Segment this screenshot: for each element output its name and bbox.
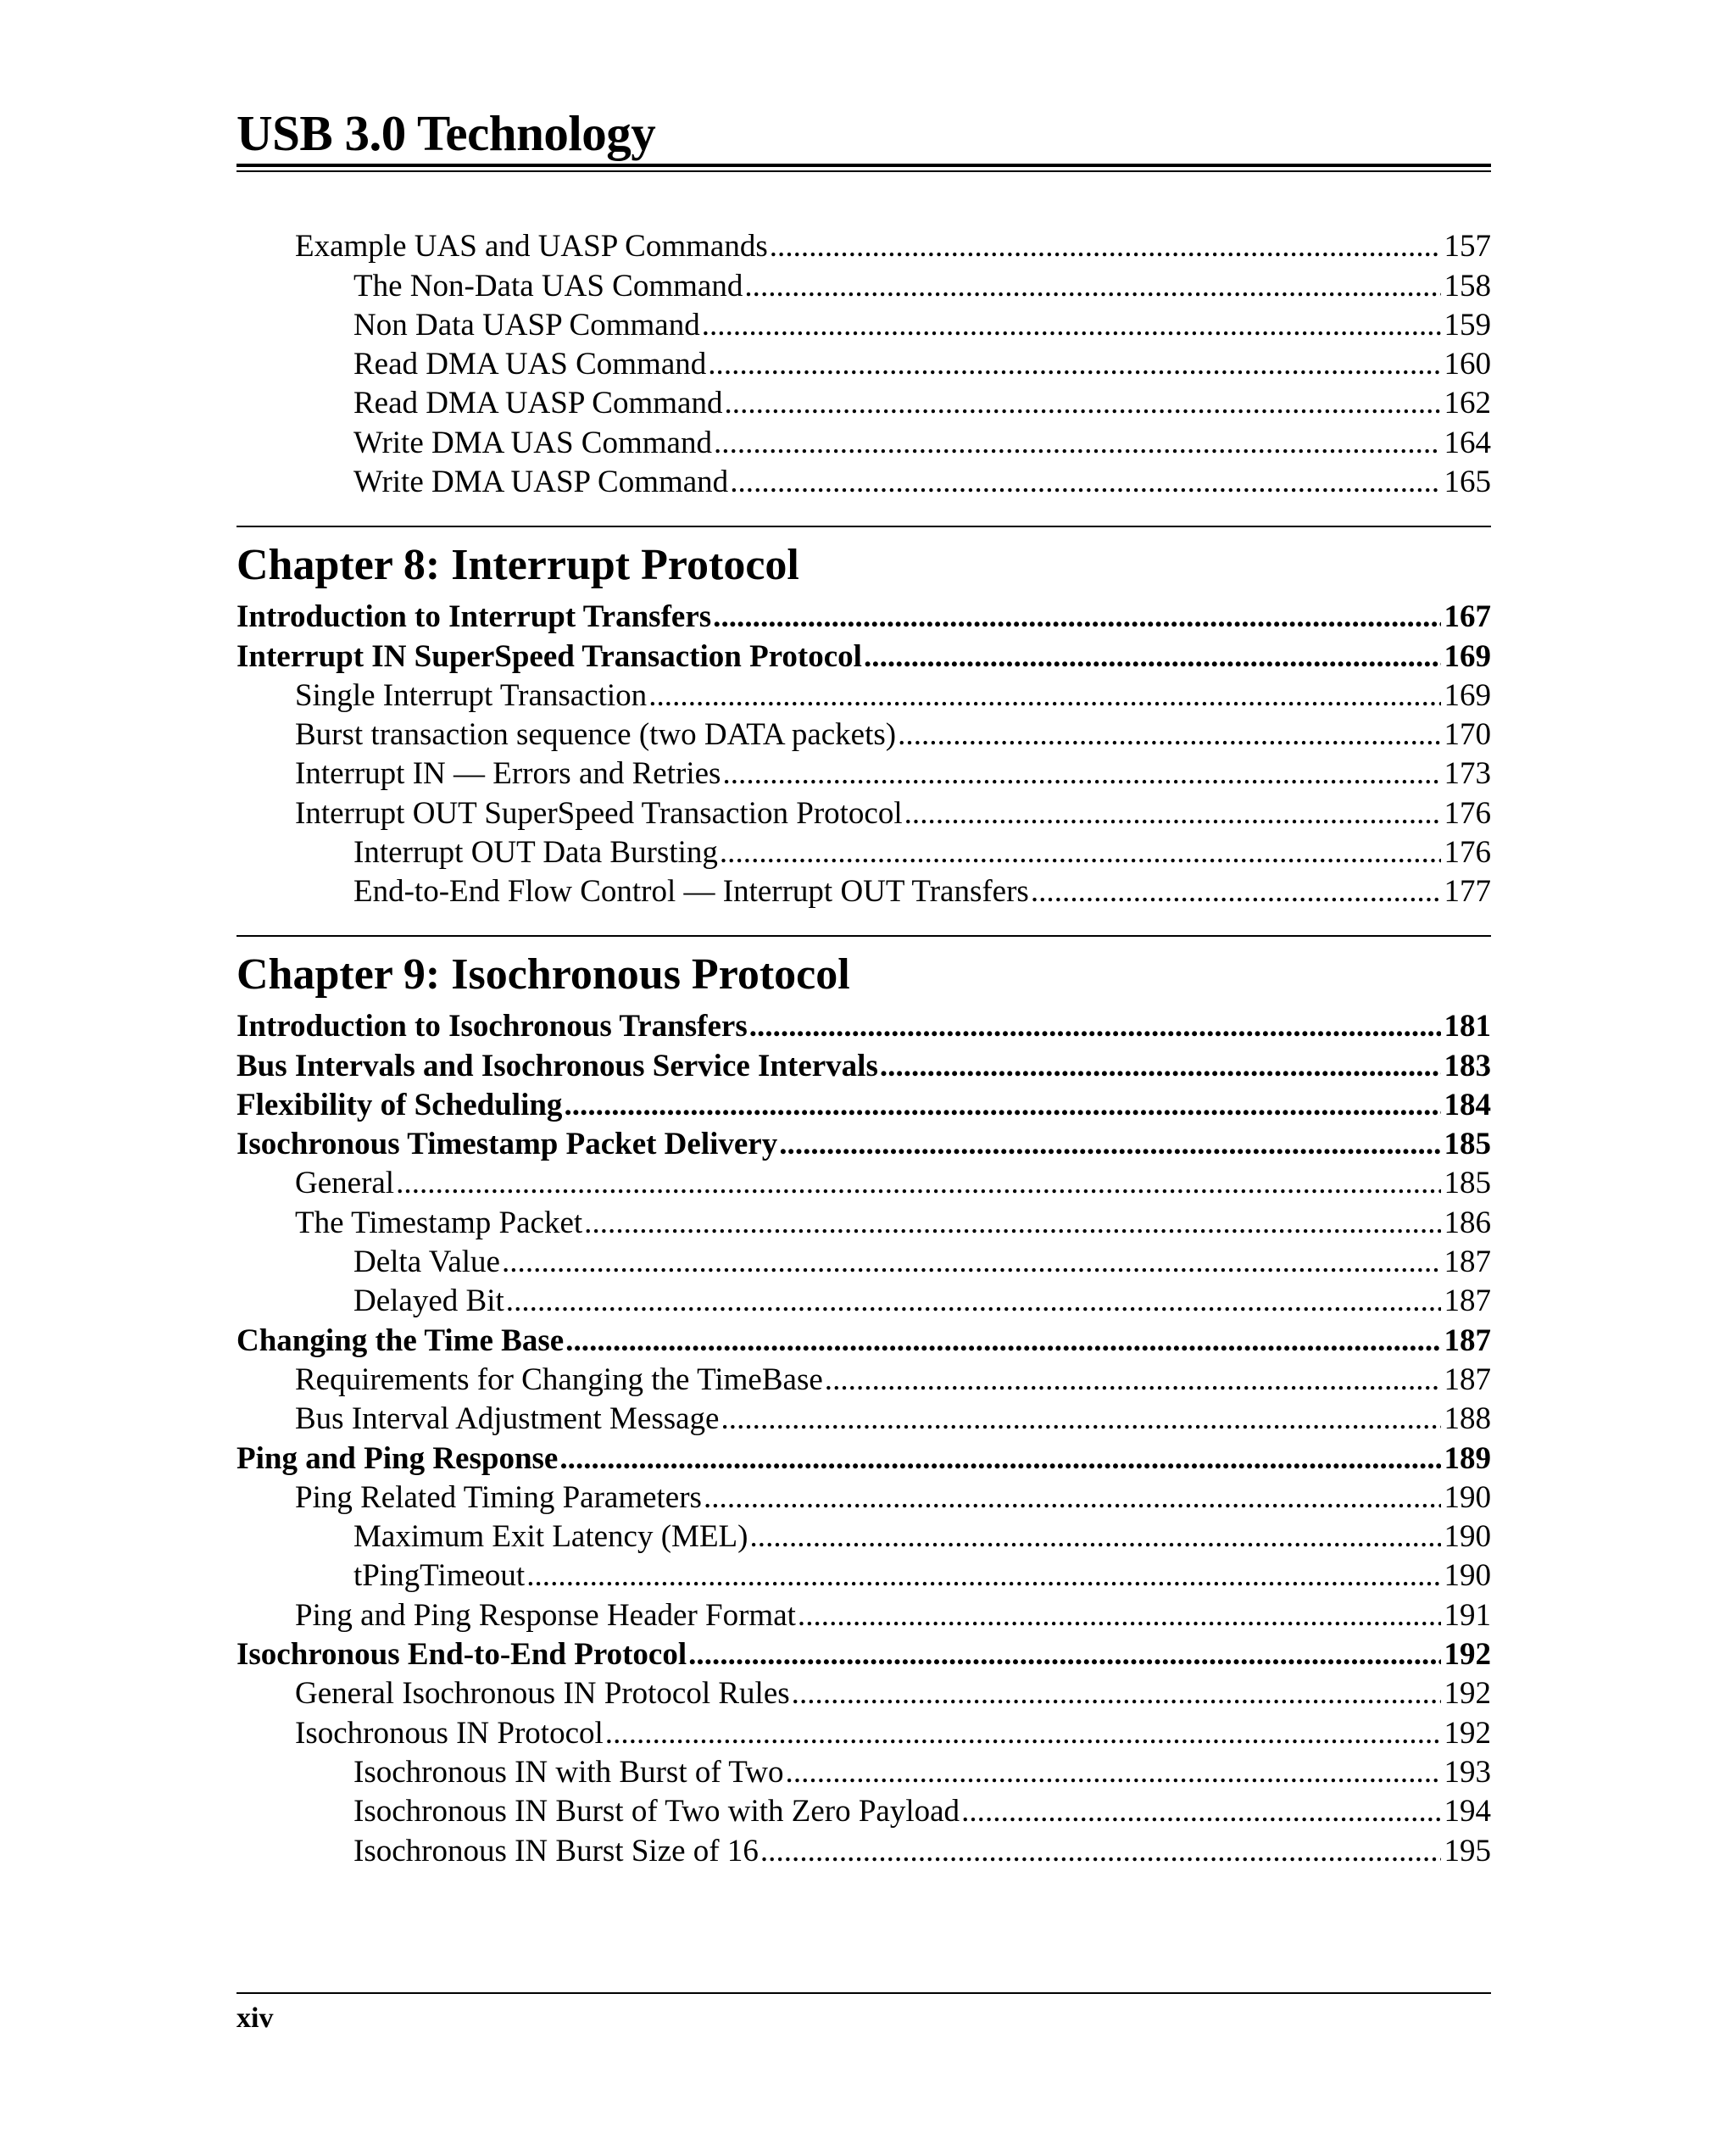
dot-leader bbox=[825, 1361, 1441, 1400]
chapter-8-rule bbox=[236, 526, 1491, 527]
dot-leader bbox=[792, 1674, 1441, 1713]
toc-entry-title: Isochronous IN Burst Size of 16 bbox=[353, 1833, 759, 1868]
toc-entry-title: Read DMA UAS Command bbox=[353, 347, 707, 382]
dot-leader bbox=[708, 345, 1440, 384]
toc-entry-page: 177 bbox=[1444, 874, 1491, 910]
toc-entry-title: Ping and Ping Response Header Format bbox=[295, 1597, 796, 1633]
toc-entry-page: 164 bbox=[1444, 425, 1491, 460]
toc-entry[interactable] bbox=[236, 794, 1491, 833]
toc-entry-title: tPingTimeout bbox=[353, 1558, 526, 1594]
dot-leader bbox=[786, 1753, 1441, 1792]
toc-entry-title: Read DMA UASP Command bbox=[353, 386, 723, 421]
dot-leader bbox=[898, 716, 1440, 755]
toc-entry-page: 165 bbox=[1444, 465, 1491, 500]
dot-leader bbox=[648, 677, 1440, 716]
toc-entry[interactable] bbox=[236, 1125, 1491, 1164]
toc-entry-page: 185 bbox=[1444, 1166, 1491, 1201]
toc-entry[interactable] bbox=[236, 1203, 1491, 1242]
dot-leader bbox=[864, 638, 1441, 677]
toc-entry-page: 157 bbox=[1444, 229, 1491, 265]
dot-leader bbox=[724, 384, 1440, 423]
toc-entry-title: Isochronous IN Burst of Two with Zero Payload bbox=[353, 1794, 960, 1829]
toc-entry[interactable] bbox=[236, 1753, 1491, 1792]
toc-entry-page: 191 bbox=[1444, 1597, 1491, 1633]
toc-entry[interactable] bbox=[236, 1361, 1491, 1400]
toc-entry[interactable] bbox=[236, 1556, 1491, 1595]
toc-entry-page: 192 bbox=[1444, 1715, 1491, 1751]
dot-leader bbox=[396, 1164, 1440, 1203]
dot-leader bbox=[713, 598, 1440, 637]
toc-entry-title: General Isochronous IN Protocol Rules bbox=[295, 1676, 790, 1712]
toc-entry-page: 189 bbox=[1444, 1440, 1491, 1476]
toc-entry-title: Burst transaction sequence (two DATA packets) bbox=[295, 717, 897, 753]
toc-entry-page: 160 bbox=[1444, 347, 1491, 382]
dot-leader bbox=[721, 1400, 1440, 1439]
running-header bbox=[236, 105, 1491, 161]
toc-entry-page: 185 bbox=[1444, 1127, 1491, 1162]
toc-entry-page: 183 bbox=[1444, 1048, 1491, 1083]
toc-entry[interactable] bbox=[236, 227, 1491, 266]
header-rule-thin bbox=[236, 170, 1491, 172]
dot-leader bbox=[760, 1832, 1441, 1871]
toc-entry-title: Requirements for Changing the TimeBase bbox=[295, 1362, 823, 1397]
toc-entry-page: 187 bbox=[1444, 1284, 1491, 1319]
toc-entry[interactable] bbox=[236, 345, 1491, 384]
toc-entry-title: Interrupt IN — Errors and Retries bbox=[295, 756, 721, 792]
toc-entry-page: 170 bbox=[1444, 717, 1491, 753]
toc-entry[interactable] bbox=[236, 1164, 1491, 1203]
toc-entry[interactable] bbox=[236, 384, 1491, 423]
toc-entry[interactable] bbox=[236, 266, 1491, 305]
dot-leader bbox=[770, 227, 1441, 266]
dot-leader bbox=[798, 1596, 1441, 1635]
dot-leader bbox=[779, 1125, 1440, 1164]
toc-entry-page: 169 bbox=[1444, 677, 1491, 713]
toc-entry-page: 190 bbox=[1444, 1558, 1491, 1594]
toc-entry[interactable] bbox=[236, 1479, 1491, 1518]
toc-entry[interactable] bbox=[236, 1086, 1491, 1125]
toc-entry-title: Non Data UASP Command bbox=[353, 307, 700, 342]
toc-entry-page: 176 bbox=[1444, 835, 1491, 871]
toc-entry[interactable] bbox=[236, 1007, 1491, 1046]
toc-entry-title: Isochronous Timestamp Packet Delivery bbox=[236, 1127, 778, 1162]
toc-entry[interactable] bbox=[236, 1674, 1491, 1713]
chapter-9-rule bbox=[236, 935, 1491, 937]
toc-entry[interactable] bbox=[236, 1321, 1491, 1360]
toc-entry-page: 190 bbox=[1444, 1519, 1491, 1555]
toc-entry-page: 181 bbox=[1444, 1009, 1491, 1044]
toc-entry-page: 195 bbox=[1444, 1833, 1491, 1868]
dot-leader bbox=[702, 306, 1441, 345]
toc-entry-title: Interrupt OUT SuperSpeed Transaction Protocol bbox=[295, 795, 903, 831]
toc-entry-title: Interrupt OUT Data Bursting bbox=[353, 835, 718, 871]
toc-entry[interactable] bbox=[236, 1713, 1491, 1752]
toc-entry-title: Introduction to Interrupt Transfers bbox=[236, 599, 712, 635]
toc-entry-page: 190 bbox=[1444, 1479, 1491, 1515]
toc-entry-title: Maximum Exit Latency (MEL) bbox=[353, 1519, 748, 1555]
toc-entry[interactable] bbox=[236, 463, 1491, 502]
toc-entry-page: 169 bbox=[1444, 638, 1491, 674]
toc-entry-page: 186 bbox=[1444, 1205, 1491, 1240]
dot-leader bbox=[880, 1047, 1441, 1086]
toc-entry-title: Bus Interval Adjustment Message bbox=[295, 1401, 720, 1437]
dot-leader bbox=[564, 1086, 1440, 1125]
book-title: USB 3.0 Technology bbox=[236, 105, 656, 161]
toc-chapter-9-section bbox=[236, 1007, 1491, 1871]
toc-entry-title: Delta Value bbox=[353, 1245, 500, 1280]
toc-entry-page: 159 bbox=[1444, 307, 1491, 342]
toc-entry[interactable] bbox=[236, 1400, 1491, 1439]
toc-entry-page: 184 bbox=[1444, 1087, 1491, 1122]
toc-entry[interactable] bbox=[236, 598, 1491, 637]
toc-entry[interactable] bbox=[236, 1831, 1491, 1870]
dot-leader bbox=[1031, 872, 1441, 911]
toc-entry[interactable] bbox=[236, 677, 1491, 716]
dot-leader bbox=[961, 1792, 1440, 1831]
toc-continued-section bbox=[236, 227, 1491, 502]
toc-entry-title: Isochronous End-to-End Protocol bbox=[236, 1637, 687, 1673]
toc-entry-page: 176 bbox=[1444, 795, 1491, 831]
dot-leader bbox=[744, 267, 1440, 306]
toc-entry-page: 192 bbox=[1444, 1637, 1491, 1673]
toc-entry-page: 187 bbox=[1444, 1362, 1491, 1397]
dot-leader bbox=[904, 794, 1441, 833]
toc-entry[interactable] bbox=[236, 1282, 1491, 1321]
dot-leader bbox=[526, 1556, 1440, 1595]
toc-entry[interactable] bbox=[236, 306, 1491, 345]
toc-entry[interactable] bbox=[236, 833, 1491, 872]
chapter-8-title: Chapter 8: Interrupt Protocol bbox=[236, 541, 799, 589]
toc-entry-page: 187 bbox=[1444, 1323, 1491, 1358]
toc-entry-title: Write DMA UAS Command bbox=[353, 425, 712, 460]
toc-entry[interactable] bbox=[236, 1046, 1491, 1085]
toc-entry-page: 167 bbox=[1444, 599, 1491, 635]
dot-leader bbox=[506, 1282, 1441, 1321]
toc-entry-page: 188 bbox=[1444, 1401, 1491, 1437]
toc-entry-title: Isochronous IN with Burst of Two bbox=[353, 1754, 784, 1790]
chapter-9-title: Chapter 9: Isochronous Protocol bbox=[236, 950, 850, 999]
toc-entry-page: 162 bbox=[1444, 386, 1491, 421]
toc-entry-title: Single Interrupt Transaction bbox=[295, 677, 648, 713]
toc-entry-title: Write DMA UASP Command bbox=[353, 465, 729, 500]
toc-entry[interactable] bbox=[236, 755, 1491, 794]
toc-entry[interactable] bbox=[236, 1792, 1491, 1831]
toc-entry-title: Isochronous IN Protocol bbox=[295, 1715, 604, 1751]
toc-entry[interactable] bbox=[236, 1439, 1491, 1478]
toc-entry-page: 192 bbox=[1444, 1676, 1491, 1712]
dot-leader bbox=[704, 1479, 1441, 1518]
toc-entry-page: 187 bbox=[1444, 1245, 1491, 1280]
page-number: xiv bbox=[236, 2002, 274, 2034]
toc-entry[interactable] bbox=[236, 1595, 1491, 1634]
dot-leader bbox=[720, 833, 1441, 872]
toc-entry-page: 193 bbox=[1444, 1754, 1491, 1790]
toc-entry[interactable] bbox=[236, 1243, 1491, 1282]
toc-entry-page: 194 bbox=[1444, 1794, 1491, 1829]
toc-entry-title: The Timestamp Packet bbox=[295, 1205, 583, 1240]
toc-entry[interactable] bbox=[236, 716, 1491, 755]
toc-entry[interactable] bbox=[236, 423, 1491, 462]
dot-leader bbox=[722, 755, 1440, 794]
toc-entry-title: Delayed Bit bbox=[353, 1284, 504, 1319]
footer-rule bbox=[236, 1992, 1491, 1994]
dot-leader bbox=[584, 1204, 1440, 1243]
toc-entry[interactable] bbox=[236, 872, 1491, 911]
toc-entry-title: Ping and Ping Response bbox=[236, 1440, 559, 1476]
header-rule-thick bbox=[236, 164, 1491, 167]
toc-entry[interactable] bbox=[236, 1518, 1491, 1556]
toc-entry-title: Example UAS and UASP Commands bbox=[295, 229, 768, 265]
toc-entry-page: 158 bbox=[1444, 268, 1491, 304]
dot-leader bbox=[502, 1243, 1441, 1282]
toc-chapter-8-section bbox=[236, 598, 1491, 911]
toc-entry[interactable] bbox=[236, 1635, 1491, 1674]
toc-entry[interactable] bbox=[236, 637, 1491, 676]
toc-entry-title: Bus Intervals and Isochronous Service Intervals bbox=[236, 1048, 878, 1083]
dot-leader bbox=[605, 1714, 1441, 1753]
toc-entry-title: General bbox=[295, 1166, 395, 1201]
dot-leader bbox=[749, 1518, 1440, 1556]
toc-entry-title: Ping Related Timing Parameters bbox=[295, 1479, 702, 1515]
dot-leader bbox=[730, 463, 1440, 502]
toc-entry-title: Flexibility of Scheduling bbox=[236, 1087, 563, 1122]
dot-leader bbox=[565, 1322, 1440, 1361]
dot-leader bbox=[559, 1440, 1440, 1479]
toc-entry-title: Introduction to Isochronous Transfers bbox=[236, 1009, 748, 1044]
toc-entry-title: End-to-End Flow Control — Interrupt OUT Transfers bbox=[353, 874, 1029, 910]
toc-entry-title: Interrupt IN SuperSpeed Transaction Protocol bbox=[236, 638, 862, 674]
toc-entry-page: 173 bbox=[1444, 756, 1491, 792]
dot-leader bbox=[688, 1635, 1440, 1674]
dot-leader bbox=[714, 424, 1441, 463]
toc-entry-title: Changing the Time Base bbox=[236, 1323, 565, 1358]
dot-leader bbox=[749, 1007, 1441, 1046]
toc-entry-title: The Non-Data UAS Command bbox=[353, 268, 743, 304]
